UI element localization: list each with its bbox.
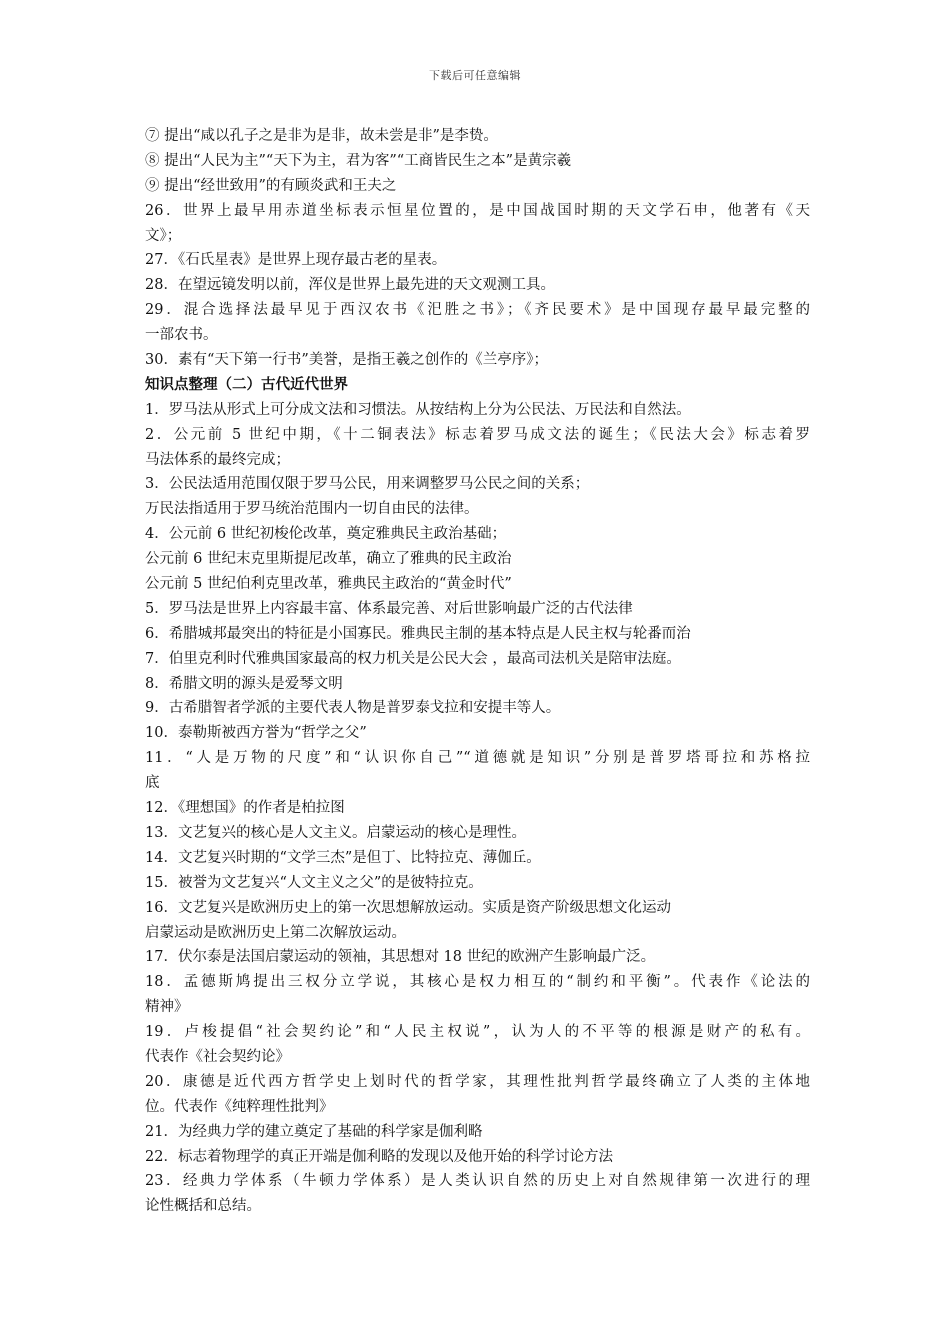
text-line: 27．《石氏星表》是世界上现存最古老的星表。 [145, 252, 447, 269]
text-line: 18．孟德斯鸠提出三权分立学说，其核心是权力相互的“制约和平衡”。代表作《论法的 [145, 974, 810, 991]
text-line: 文》； [145, 227, 182, 244]
text-line: 21．为经典力学的建立奠定了基础的科学家是伽利略 [145, 1123, 483, 1140]
text-line: 8．希腊文明的源头是爱琴文明 [145, 675, 343, 692]
text-line: 精神》 [145, 999, 189, 1016]
section-heading: 知识点整理（二）古代近代世界 [145, 376, 348, 393]
text-line: 20．康德是近代西方哲学史上划时代的哲学家，其理性批判哲学最终确立了人类的主体地 [145, 1073, 810, 1090]
text-line: 3．公民法适用范围仅限于罗马公民，用来调整罗马公民之间的关系； [145, 476, 590, 493]
text-line: 公元前 6 世纪末克里斯提尼改革，确立了雅典的民主政治 [145, 551, 512, 568]
text-line: 19．卢梭提倡“社会契约论”和“人民主权说”，认为人的不平等的根源是财产的私有。 [145, 1024, 810, 1041]
text-line: 15．被誉为文艺复兴“人文主义之父”的是彼特拉克。 [145, 874, 483, 891]
text-line: 代表作《社会契约论》 [145, 1048, 290, 1065]
text-line: 马法体系的最终完成； [145, 451, 290, 468]
text-line: 启蒙运动是欧洲历史上第二次解放运动。 [145, 924, 406, 941]
text-line: 9．古希腊智者学派的主要代表人物是普罗泰戈拉和安提丰等人。 [145, 700, 561, 717]
text-line: ⑧ 提出“人民为主”“天下为主，君为客”“工商皆民生之本”是黄宗羲 [145, 152, 572, 169]
text-line: ⑦ 提出“咸以孔子之是非为是非，故未尝是非”是李贽。 [145, 128, 498, 144]
text-line: 12．《理想国》的作者是柏拉图 [145, 800, 345, 817]
text-line: 万民法指适用于罗马统治范围内一切自由民的法律。 [145, 501, 479, 518]
text-line: 7．伯里克利时代雅典国家最高的权力机关是公民大会 ，最高司法机关是陪审法庭。 [145, 650, 681, 667]
text-line: 30．素有“天下第一行书”美誉，是指王羲之创作的《兰亭序》； [145, 352, 549, 369]
text-line: 位。代表作《纯粹理性批判》 [145, 1098, 334, 1115]
text-line: 13．文艺复兴的核心是人文主义。启蒙运动的核心是理性。 [145, 824, 526, 841]
text-line: 公元前 5 世纪伯利克里改革，雅典民主政治的“黄金时代” [145, 576, 512, 593]
text-line: 29．混合选择法最早见于西汉农书《汜胜之书》；《齐民要术》是中国现存最早最完整的 [145, 302, 810, 319]
document-body [145, 124, 810, 1219]
text-line: 10．泰勒斯被西方誉为“哲学之父” [145, 725, 367, 742]
text-line: 论性概括和总结。 [145, 1198, 261, 1215]
text-line: 26．世界上最早用赤道坐标表示恒星位置的，是中国战国时期的天文学石申，他著有《天 [145, 202, 810, 219]
text-line: ⑨ 提出“经世致用”的有顾炎武和王夫之 [145, 177, 397, 194]
text-line: 4．公元前 6 世纪初梭伦改革，奠定雅典民主政治基础； [145, 526, 507, 543]
text-line: 2．公元前 5 世纪中期，《十二铜表法》标志着罗马成文法的诞生；《民法大会》标志着罗 [145, 426, 810, 443]
text-line: 一部农书。 [145, 327, 218, 344]
text-line: 28．在望远镜发明以前，浑仪是世界上最先进的天文观测工具。 [145, 277, 555, 294]
text-line: 1．罗马法从形式上可分成文法和习惯法。从按结构上分为公民法、万民法和自然法。 [145, 401, 691, 418]
text-line: 底 [145, 775, 160, 792]
page-header: 下载后可任意编辑 [429, 69, 521, 82]
text-line: 23．经典力学体系（牛顿力学体系）是人类认识自然的历史上对自然规律第一次进行的理 [145, 1173, 810, 1190]
text-line: 6．希腊城邦最突出的特征是小国寡民。雅典民主制的基本特点是人民主权与轮番而治 [145, 625, 691, 642]
text-line: 11．“人是万物的尺度”和“认识你自己”“道德就是知识”分别是普罗塔哥拉和苏格拉 [145, 750, 810, 767]
text-line: 22．标志着物理学的真正开端是伽利略的发现以及他开始的科学讨论方法 [145, 1148, 613, 1165]
text-line: 5．罗马法是世界上内容最丰富、体系最完善、对后世影响最广泛的古代法律 [145, 600, 633, 617]
text-line: 16．文艺复兴是欧洲历史上的第一次思想解放运动。实质是资产阶级思想文化运动 [145, 899, 671, 916]
text-line: 17．伏尔泰是法国启蒙运动的领袖，其思想对 18 世纪的欧洲产生影响最广泛。 [145, 949, 656, 966]
text-line: 14．文艺复兴时期的“文学三杰”是但丁、比特拉克、薄伽丘。 [145, 849, 541, 866]
